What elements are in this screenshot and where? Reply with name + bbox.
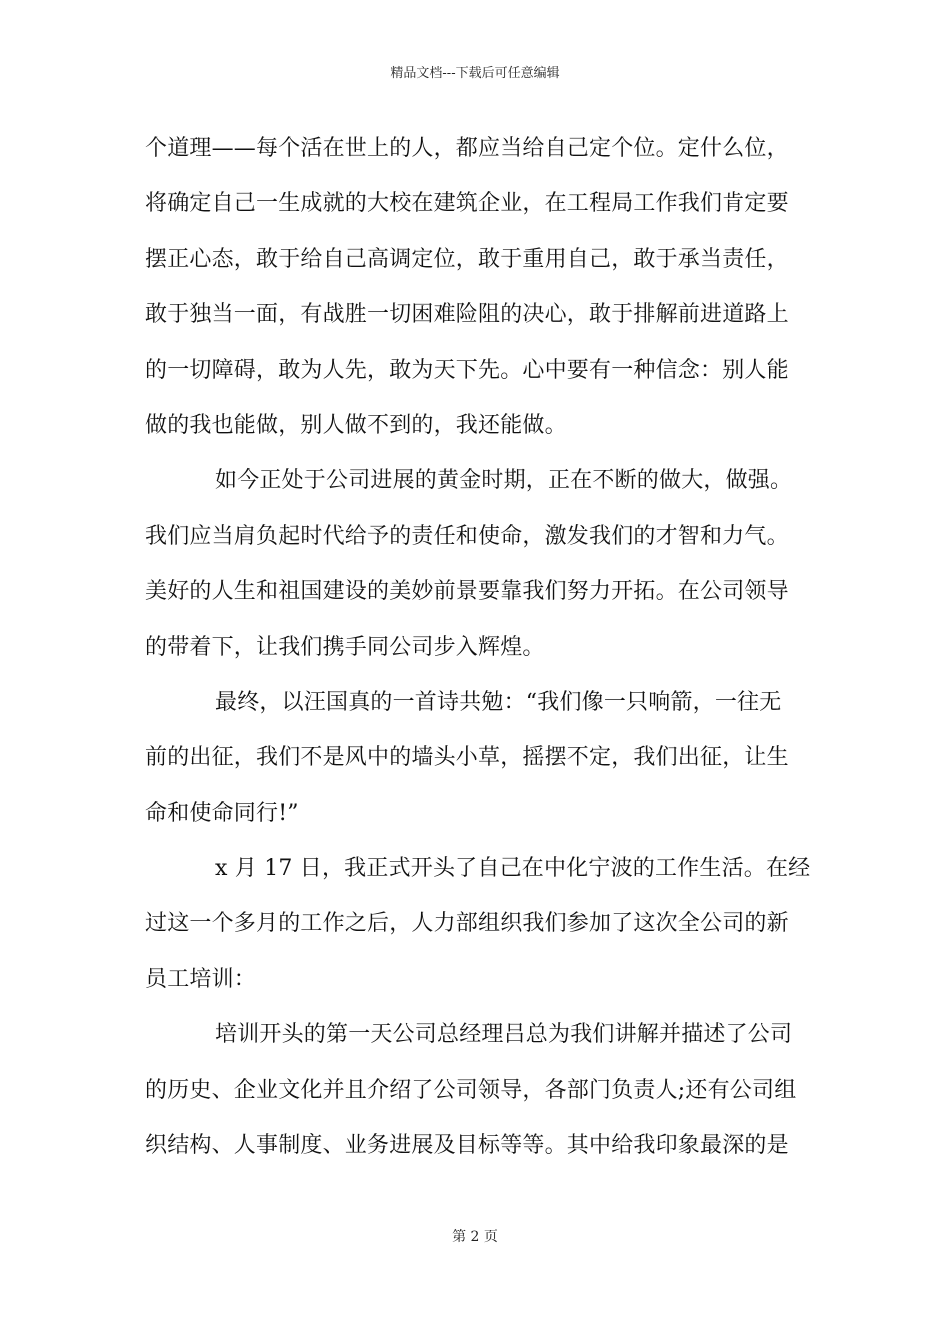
text-line: 我们应当肩负起时代给予的责任和使命，激发我们的才智和力气。 bbox=[145, 523, 789, 549]
paragraph-first-line: 最终，以汪国真的一首诗共勉：“我们像一只响箭，一往无 bbox=[215, 689, 782, 715]
text-line: 前的出征，我们不是风中的墙头小草，摇摆不定，我们出征，让生 bbox=[145, 745, 789, 771]
paragraph-first-line: x 月 17 日，我正式开头了自己在中化宁波的工作生活。在经 bbox=[215, 856, 811, 882]
text-line: 美好的人生和祖国建设的美妙前景要靠我们努力开拓。在公司领导 bbox=[145, 579, 789, 605]
text-line: 员工培训： bbox=[145, 966, 257, 992]
text-line: 的一切障碍，敢为人先，敢为天下先。心中要有一种信念：别人能 bbox=[145, 357, 789, 383]
page-number: 第 2 页 bbox=[452, 1229, 498, 1245]
text-line: 命和使命同行!” bbox=[145, 800, 299, 826]
paragraph-first-line: 培训开头的第一天公司总经理吕总为我们讲解并描述了公司 bbox=[215, 1022, 793, 1048]
text-line: 个道理——每个活在世上的人，都应当给自己定个位。定什么位， bbox=[145, 136, 789, 161]
text-line: 摆正心态，敢于给自己高调定位，敢于重用自己，敢于承当责任， bbox=[145, 246, 789, 272]
text-line: 做的我也能做，别人做不到的，我还能做。 bbox=[145, 412, 567, 438]
text-line: 将确定自己一生成就的大校在建筑企业，在工程局工作我们肯定要 bbox=[145, 191, 789, 217]
page-header: 精品文档---下载后可任意编辑 bbox=[390, 66, 560, 81]
text-line: 的历史、企业文化并且介绍了公司领导，各部门负责人;还有公司组 bbox=[145, 1077, 797, 1103]
text-line: 敢于独当一面，有战胜一切困难险阻的决心，敢于排解前进道路上 bbox=[145, 302, 789, 328]
paragraph-first-line: 如今正处于公司进展的黄金时期，正在不断的做大，做强。 bbox=[215, 468, 793, 494]
text-line: 织结构、人事制度、业务进展及目标等等。其中给我印象最深的是 bbox=[145, 1133, 789, 1159]
text-line: 的带着下，让我们携手同公司步入辉煌。 bbox=[145, 634, 545, 660]
document-body bbox=[145, 131, 810, 1183]
text-line: 过这一个多月的工作之后，人力部组织我们参加了这次全公司的新 bbox=[145, 911, 789, 937]
